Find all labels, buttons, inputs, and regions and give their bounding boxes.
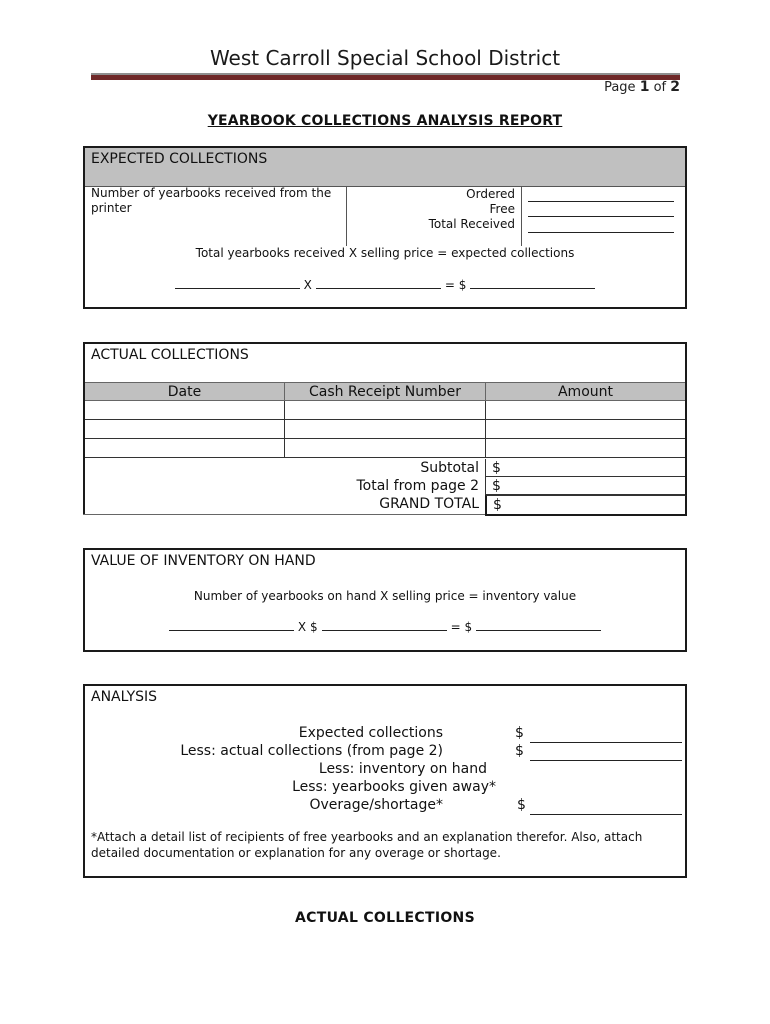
column-header-receipt: Cash Receipt Number — [285, 383, 486, 401]
actual-collections-section — [83, 342, 687, 514]
actual-collections-heading: ACTUAL COLLECTIONS — [91, 347, 249, 363]
actual-collections-page2-title: ACTUAL COLLECTIONS — [295, 910, 475, 926]
date-cell[interactable] — [85, 420, 285, 439]
currency-symbol: $ — [492, 460, 501, 476]
received-row — [85, 186, 685, 248]
subtotal-label: Subtotal — [420, 460, 479, 476]
amount-cell[interactable] — [486, 420, 686, 439]
divider — [521, 186, 522, 246]
equals-dollar: = $ — [444, 278, 467, 292]
page-current: 1 — [639, 79, 650, 95]
header-rule-maroon — [91, 75, 680, 80]
analysis-section — [83, 684, 687, 878]
receipt-cell[interactable] — [285, 401, 486, 420]
overage-shortage-label: Overage/shortage* — [309, 797, 443, 813]
ordered-label: Ordered — [466, 187, 515, 201]
currency-symbol: $ — [515, 743, 524, 759]
inventory-heading: VALUE OF INVENTORY ON HAND — [91, 553, 316, 569]
grand-total-label: GRAND TOTAL — [379, 496, 479, 512]
actual-collections-input[interactable] — [530, 746, 682, 761]
page-of: of — [653, 80, 667, 95]
actual-collections-label: Less: actual collections (from page 2) — [180, 743, 443, 759]
column-header-date: Date — [85, 383, 285, 401]
totals-block — [85, 459, 685, 513]
received-field-labels — [347, 187, 515, 232]
analysis-heading: ANALYSIS — [91, 689, 158, 705]
selling-price-input[interactable] — [322, 619, 447, 631]
currency-symbol: $ — [493, 497, 502, 513]
analysis-footnote: *Attach a detail list of recipients of free yearbooks and an explanation therefor. Also, attach detailed documentation or explanation for any overage or shortage. — [91, 830, 643, 860]
currency-symbol: $ — [517, 797, 526, 813]
page-number — [604, 79, 680, 95]
district-title: West Carroll Special School District — [209, 46, 561, 70]
free-label: Free — [489, 202, 515, 216]
yearbooks-given-away-label: Less: yearbooks given away* — [292, 779, 496, 795]
yearbooks-on-hand-input[interactable] — [169, 619, 294, 631]
inventory-formula-blanks — [85, 619, 685, 634]
receipt-cell[interactable] — [285, 420, 486, 439]
received-field-inputs — [528, 187, 674, 233]
inventory-formula-text: Number of yearbooks on hand X selling price = inventory value — [193, 589, 577, 603]
selling-price-input[interactable] — [316, 277, 441, 289]
page-total: 2 — [670, 79, 680, 95]
report-title: YEARBOOK COLLECTIONS ANALYSIS REPORT — [207, 113, 563, 129]
divider — [83, 514, 485, 515]
expected-collections-heading: EXPECTED COLLECTIONS — [85, 148, 685, 187]
ordered-input[interactable] — [528, 187, 674, 202]
expected-collections-input[interactable] — [530, 728, 682, 743]
collections-table — [85, 382, 685, 458]
inventory-value-input[interactable] — [476, 619, 601, 631]
free-input[interactable] — [528, 202, 674, 217]
date-cell[interactable] — [85, 439, 285, 458]
currency-symbol: $ — [492, 478, 501, 494]
expected-collections-label: Expected collections — [298, 725, 443, 741]
table-row — [85, 439, 685, 458]
total-received-input[interactable] — [528, 217, 674, 233]
column-header-amount: Amount — [486, 383, 686, 401]
table-row — [85, 420, 685, 439]
grand-total-row — [85, 495, 685, 513]
inventory-on-hand-label: Less: inventory on hand — [318, 761, 487, 777]
receipt-cell[interactable] — [285, 439, 486, 458]
times-symbol: X — [303, 278, 312, 292]
expected-collections-section — [83, 146, 687, 309]
grand-total-input[interactable] — [485, 495, 687, 516]
expected-collections-input[interactable] — [470, 277, 595, 289]
page2-total-row — [85, 477, 685, 495]
expected-formula-text: Total yearbooks received X selling price = expected collections — [195, 246, 575, 260]
amount-cell[interactable] — [486, 401, 686, 420]
total-yearbooks-input[interactable] — [175, 277, 300, 289]
date-cell[interactable] — [85, 401, 285, 420]
page2-total-input[interactable] — [485, 477, 685, 495]
overage-shortage-input[interactable] — [530, 800, 682, 815]
amount-cell[interactable] — [486, 439, 686, 458]
received-label: Number of yearbooks received from the printer — [91, 186, 332, 215]
table-row — [85, 401, 685, 420]
subtotal-row — [85, 459, 685, 477]
table-header-row — [85, 383, 685, 401]
subtotal-input[interactable] — [485, 459, 685, 477]
page2-total-label: Total from page 2 — [356, 478, 479, 494]
currency-symbol: $ — [515, 725, 524, 741]
page-label: Page — [604, 80, 636, 95]
total-received-label: Total Received — [428, 217, 515, 231]
equals-dollar: = $ — [450, 620, 473, 634]
times-dollar: X $ — [297, 620, 318, 634]
expected-formula-blanks — [85, 277, 685, 292]
inventory-section — [83, 548, 687, 652]
